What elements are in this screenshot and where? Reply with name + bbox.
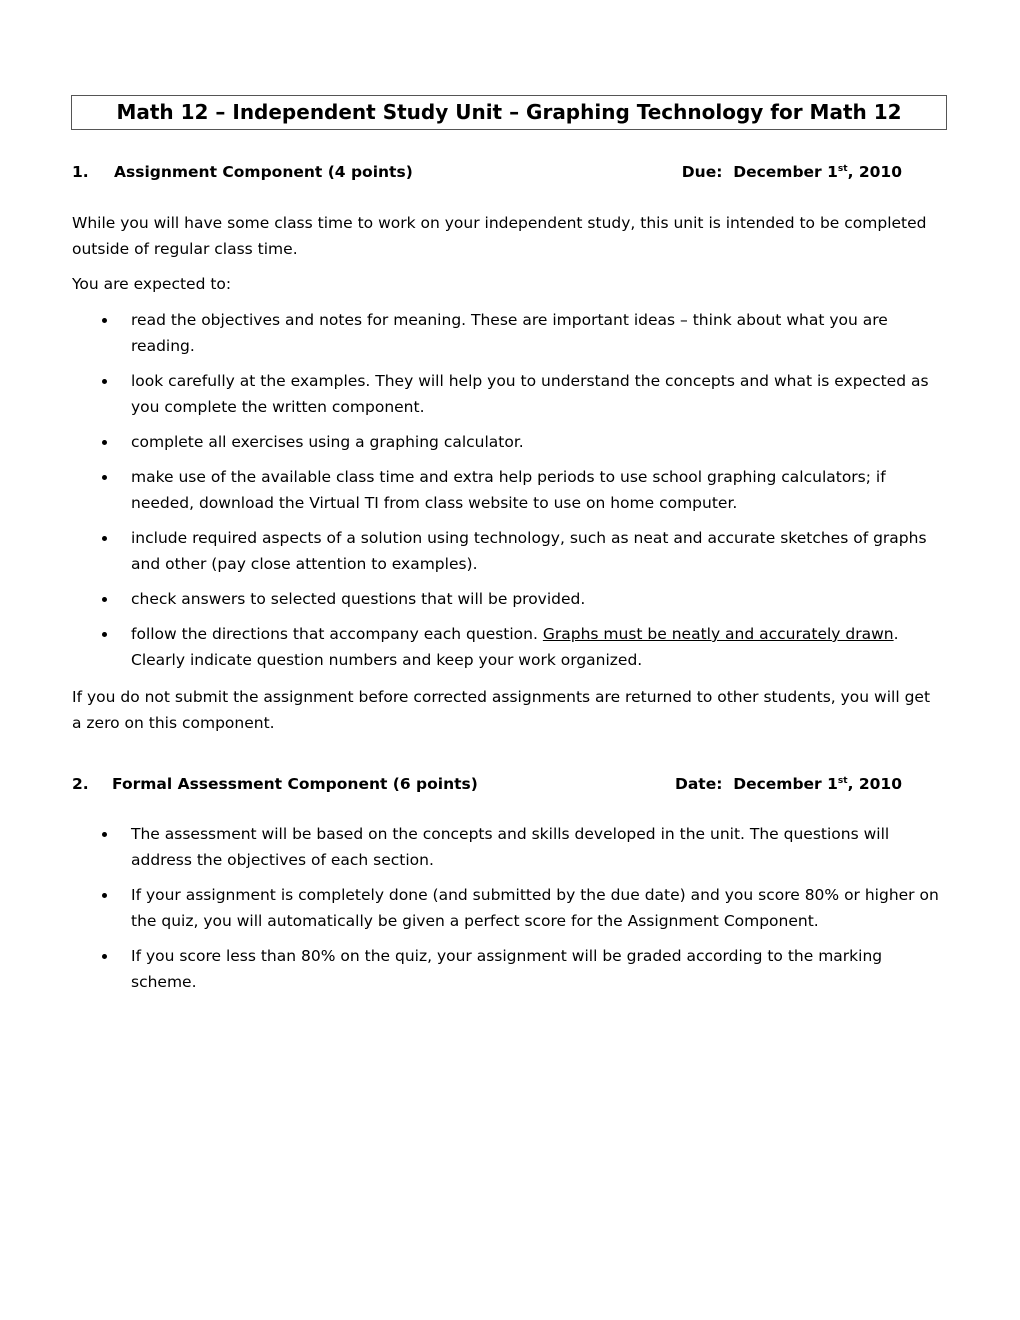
section-2-bullet-list — [72, 821, 942, 1004]
bullet-icon — [102, 318, 107, 323]
list-item — [72, 368, 942, 420]
bullet-icon — [102, 632, 107, 637]
date-label: Date: — [674, 775, 723, 793]
section-2-title: Formal Assessment Component (6 points) — [112, 775, 478, 793]
section-2-number: 2. — [72, 775, 89, 793]
list-item — [72, 586, 942, 612]
section-1-intro: While you will have some class time to work on your independent study, this unit is intended to be completed outside of regular class time. — [72, 214, 927, 258]
list-item-text: If your assignment is completely done (and submitted by the due date) and you score 80% or higher on the quiz, you will automatically be given a perfect score for the Assignment Component. — [131, 886, 939, 930]
section-2-date — [675, 774, 902, 794]
section-1-heading — [72, 162, 902, 182]
list-item-text: complete all exercises using a graphing calculator. — [131, 433, 524, 451]
section-1-bullet-list — [72, 307, 942, 682]
section-1-expected-label: You are expected to: — [72, 275, 232, 293]
list-item-text: check answers to selected questions that will be provided. — [131, 590, 586, 608]
section-1-closing: If you do not submit the assignment before corrected assignments are returned to other students, you will get a zero on this component. — [72, 688, 931, 732]
section-2-heading — [72, 774, 902, 794]
list-item-text-tail: . Clearly indicate question numbers and keep your work organized. — [131, 625, 899, 669]
bullet-icon — [102, 475, 107, 480]
document-title: Math 12 – Independent Study Unit – Graphing Technology for Math 12 — [71, 95, 947, 130]
due-label: Due: — [681, 163, 723, 181]
list-item-text: include required aspects of a solution using technology, such as neat and accurate sketches of graphs and other (pay close attention to examples). — [131, 529, 927, 573]
list-item — [72, 307, 942, 359]
list-item — [72, 882, 942, 934]
bullet-icon — [102, 893, 107, 898]
list-item — [72, 621, 942, 673]
bullet-icon — [102, 440, 107, 445]
list-item — [72, 525, 942, 577]
list-item — [72, 464, 942, 516]
date-month: December 1 — [733, 775, 838, 793]
bullet-icon — [102, 379, 107, 384]
list-item-text: look carefully at the examples. They will help you to understand the concepts and what is expected as you complete the written component. — [131, 372, 929, 416]
section-1-number: 1. — [72, 163, 89, 181]
bullet-icon — [102, 954, 107, 959]
bullet-icon — [102, 536, 107, 541]
bullet-icon — [102, 597, 107, 602]
section-1-title: Assignment Component (4 points) — [114, 163, 413, 181]
list-item-text: make use of the available class time and extra help periods to use school graphing calculators; if needed, download the Virtual TI from class website to use on home computer. — [131, 468, 886, 512]
list-item — [72, 429, 942, 455]
list-item — [72, 943, 942, 995]
due-suffix: st — [837, 164, 848, 174]
section-1-due-date — [682, 162, 902, 182]
list-item-text: read the objectives and notes for meaning. These are important ideas – think about what you are reading. — [131, 311, 888, 355]
list-item-underlined-text: Graphs must be neatly and accurately drawn — [542, 625, 894, 643]
list-item — [72, 821, 942, 873]
due-month: December 1 — [733, 163, 838, 181]
list-item-text: If you score less than 80% on the quiz, your assignment will be graded according to the marking scheme. — [131, 947, 883, 991]
date-year: , 2010 — [847, 775, 902, 793]
date-suffix: st — [837, 776, 848, 786]
due-year: , 2010 — [847, 163, 902, 181]
list-item-text-lead: follow the directions that accompany each question. — [131, 625, 543, 643]
bullet-icon — [102, 832, 107, 837]
list-item-text: The assessment will be based on the concepts and skills developed in the unit. The questions will address the objectives of each section. — [131, 825, 890, 869]
